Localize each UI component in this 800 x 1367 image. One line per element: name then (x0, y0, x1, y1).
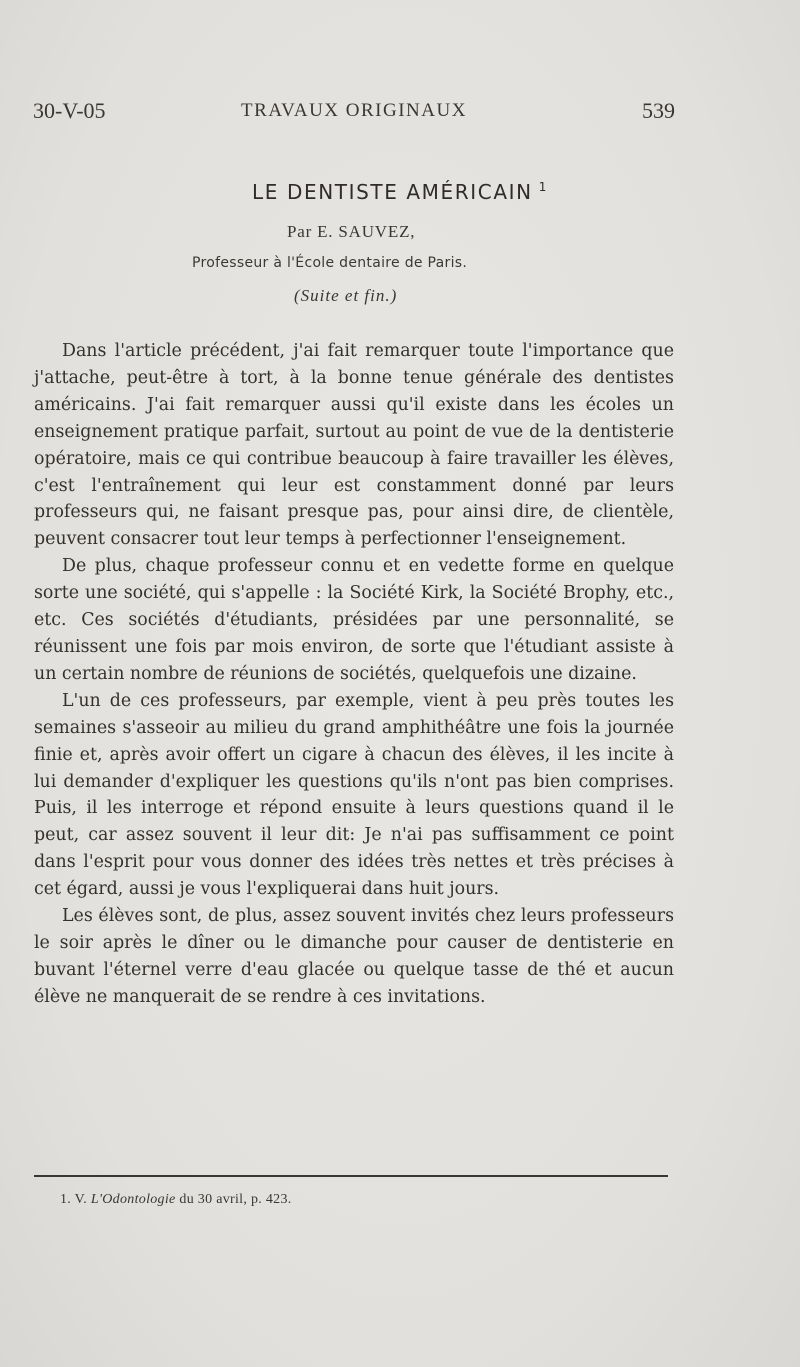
footnote-prefix: V. (74, 1192, 88, 1207)
footnote-number: 1. (60, 1192, 72, 1207)
paragraph: L'un de ces professeurs, par exemple, vient à peu près toutes les semaines s'asseoir au milieu du grand amphithéâtre une fois la journée finie et, après avoir offert un cigare à chacun des élèves, il les incite à lui demander d'expliquer les questions qu'ils n'ont pas bien comprises. Puis, il les interroge et répond ensuite à leurs questions quand il le peut, car assez souvent il leur dit: Je n'ai pas suffisamment ce point dans l'esprit pour vous donner des idées très nettes et très précises à cet égard, aussi je vous l'expliquerai dans huit jours. (34, 690, 674, 900)
running-head (33, 98, 675, 132)
author-affiliation: Professeur à l'École dentaire de Paris. (192, 255, 468, 271)
author-byline: Par E. SAUVEZ, (287, 222, 416, 241)
continuation-note: (Suite et fin.) (294, 286, 398, 305)
issue-date: 30-V-05 (33, 98, 106, 123)
paragraph: Les élèves sont, de plus, assez souvent invités chez leurs professeurs le soir après le dîner ou le dimanche pour causer de dentisterie en buvant l'éternel verre d'eau glacée ou quelque tasse de thé et aucun élève ne manquerait de se rendre à ces invitations. (34, 906, 674, 1007)
footnote (60, 1192, 292, 1208)
footnote-journal: L'Odontologie (90, 1192, 176, 1207)
footnote-reference: 1 (538, 180, 548, 194)
section-title: TRAVAUX ORIGINAUX (241, 100, 467, 121)
paragraph: Dans l'article précédent, j'ai fait remarquer toute l'importance que j'attache, peut-être à tort, à la bonne tenue générale des dentistes américains. J'ai fait remarquer aussi qu'il existe dans les écoles un enseignement pratique parfait, surtout au point de vue de la dentisterie opératoire, mais ce qui contribue beaucoup à faire travailler les élèves, c'est l'entraînement qui leur est constamment donné par leurs professeurs qui, ne faisant presque pas, pour ainsi dire, de clientèle, peuvent consacrer tout leur temps à perfectionner l'enseignement. (34, 341, 674, 550)
article-title-text: LE DENTISTE AMÉRICAIN (252, 180, 533, 204)
article-title (0, 180, 800, 204)
paragraph: De plus, chaque professeur connu et en vedette forme en quelque sorte une société, qui s'appelle : la Société Kirk, la Société Brophy, etc., etc. Ces sociétés d'étudiants, présidées par une personnalité, se réunissent une fois par mois environ, de sorte que l'étudiant assiste à un certain nombre de réunions de sociétés, quelquefois une dizaine. (34, 556, 674, 684)
article-body (34, 338, 674, 1011)
footnote-divider (34, 1175, 668, 1177)
page-number: 539 (642, 98, 675, 123)
footnote-reference-text: du 30 avril, p. 423. (179, 1192, 292, 1207)
